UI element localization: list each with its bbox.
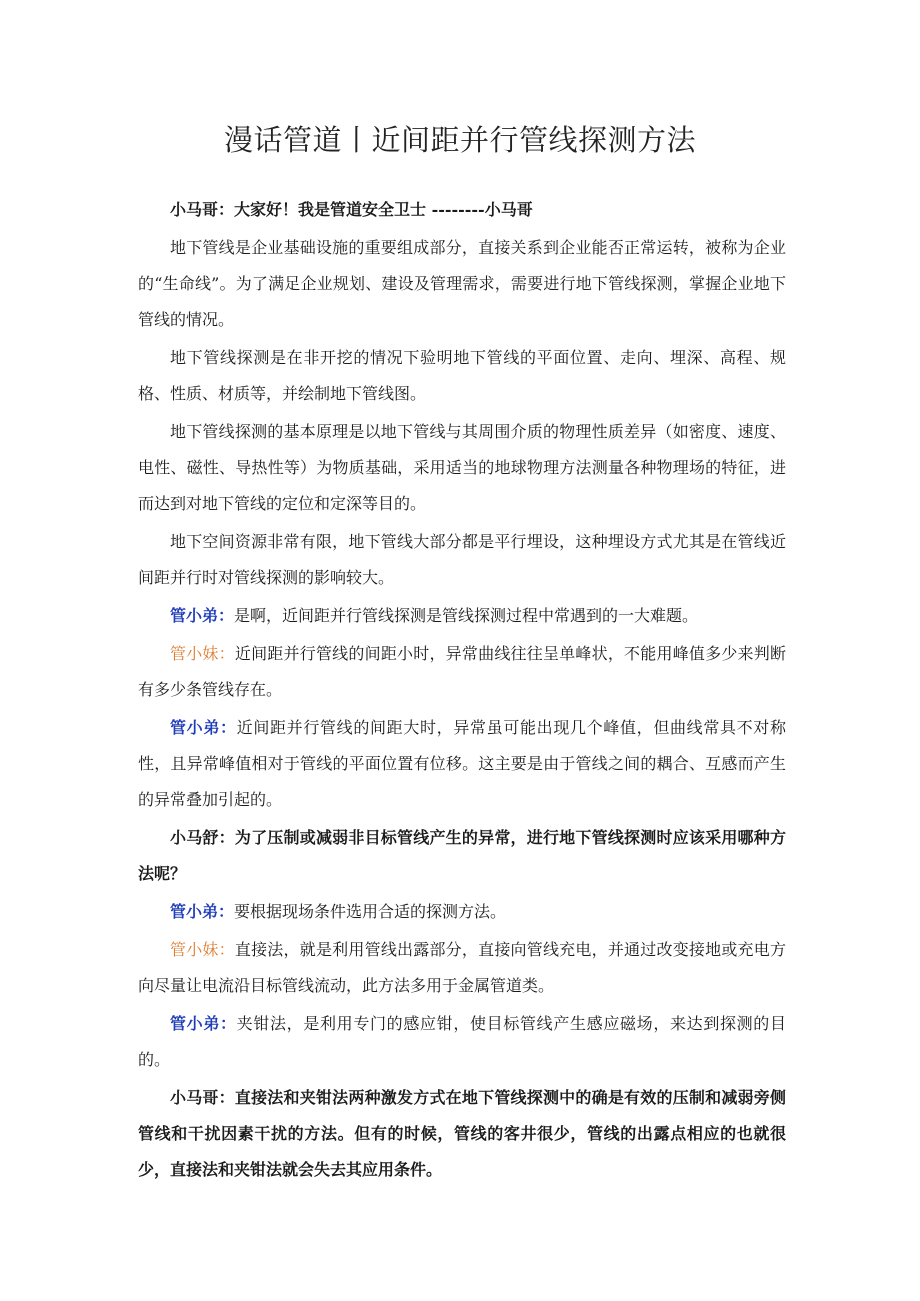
- dialogue-text: 要根据现场条件选用合适的探测方法。: [234, 902, 507, 921]
- dialogue-text: 直接法，就是利用管线出露部分，直接向管线充电，并通过改变接地或充电方向尽量让电流沿目标管线流动，此方法多用于金属管道类。: [138, 940, 786, 995]
- dialogue-line: [138, 894, 786, 930]
- document-title: 漫话管道丨近间距并行管线探测方法: [223, 123, 696, 157]
- dialogue-line: [138, 1006, 786, 1078]
- paragraph-conclusion: 小马哥：直接法和夹钳法两种激发方式在地下管线探测中的确是有效的压制和减弱旁侧管线和干扰因素干扰的方法。但有的时候，管线的客井很少，管线的出露点相应的也就很少，直接法和夹钳法就会失去其应用条件。: [138, 1088, 786, 1179]
- paragraph-1: 地下管线是企业基础设施的重要组成部分，直接关系到企业能否正常运转，被称为企业的“生命线”。为了满足企业规划、建设及管理需求，需要进行地下管线探测，掌握企业地下管线的情况。: [138, 238, 786, 329]
- document-body: [138, 192, 786, 1188]
- dialogue-text: 是啊，近间距并行管线探测是管线探测过程中常遇到的一大难题。: [234, 606, 699, 625]
- speaker-label: 管小弟：: [170, 902, 235, 921]
- paragraph-3: 地下管线探测的基本原理是以地下管线与其周围介质的物理性质差异（如密度、速度、电性、磁性、导热性等）为物质基础，采用适当的地球物理方法测量各种物理场的特征，进而达到对地下管线的定位和定深等目的。: [138, 422, 786, 513]
- dialogue-line: [138, 710, 786, 818]
- paragraph-intro: 小马哥：大家好！我是管道安全卫士 --------小马哥: [170, 200, 533, 219]
- speaker-label: 管小弟：: [170, 606, 235, 625]
- dialogue-line: [138, 598, 786, 634]
- dialogue-line: [138, 636, 786, 708]
- speaker-label: 管小妹：: [170, 644, 235, 663]
- dialogue-text: 近间距并行管线的间距小时，异常曲线往往呈单峰状，不能用峰值多少来判断有多少条管线存在。: [138, 644, 786, 699]
- speaker-label: 管小弟：: [170, 1014, 237, 1033]
- speaker-label: 管小弟：: [170, 718, 237, 737]
- paragraph-2: 地下管线探测是在非开挖的情况下验明地下管线的平面位置、走向、埋深、高程、规格、性质、材质等，并绘制地下管线图。: [138, 348, 786, 403]
- dialogue-text: 近间距并行管线的间距大时，异常虽可能出现几个峰值，但曲线常具不对称性，且异常峰值相对于管线的平面位置有位移。这主要是由于管线之间的耦合、互感而产生的异常叠加引起的。: [138, 718, 786, 809]
- paragraph-question: 小马舒：为了压制或减弱非目标管线产生的异常，进行地下管线探测时应该采用哪种方法呢？: [138, 828, 786, 883]
- paragraph-4: 地下空间资源非常有限，地下管线大部分都是平行埋设，这种埋设方式尤其是在管线近间距并行时对管线探测的影响较大。: [138, 532, 786, 587]
- dialogue-line: [138, 932, 786, 1004]
- dialogue-text: 夹钳法，是利用专门的感应钳，使目标管线产生感应磁场，来达到探测的目的。: [138, 1014, 786, 1069]
- speaker-label: 管小妹：: [170, 940, 235, 959]
